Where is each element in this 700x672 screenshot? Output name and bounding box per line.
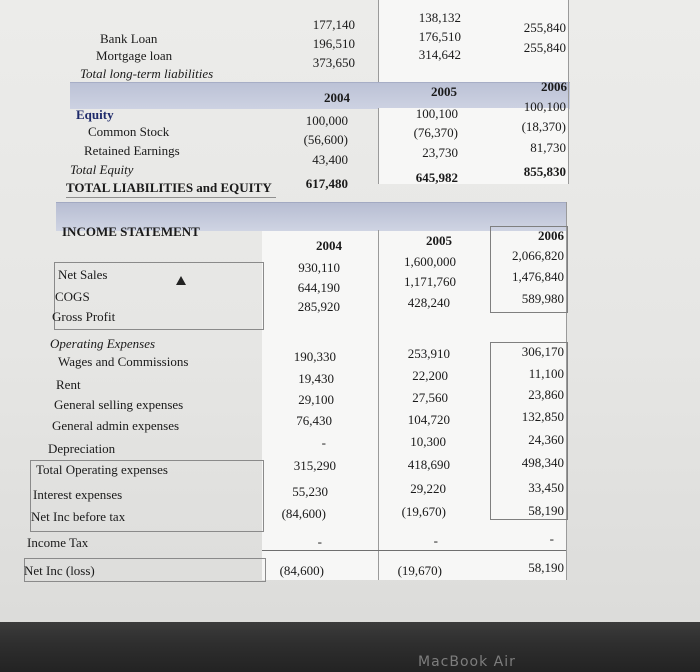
cell-depreciation-2004[interactable]: - [321, 435, 326, 450]
cell-rent-2004[interactable]: 19,430 [298, 371, 334, 386]
cell-interest-2005[interactable]: 29,220 [410, 481, 446, 496]
cell-tax-2005[interactable]: - [433, 533, 438, 548]
cell-cogs-2005[interactable]: 1,171,760 [404, 274, 456, 289]
cell-wages-2004[interactable]: 190,330 [293, 349, 336, 364]
row-label-total-opex: Total Operating expenses [36, 462, 168, 477]
cell-total-lt-2004[interactable]: 373,650 [312, 55, 355, 70]
laptop-brand-label: MacBook Air [418, 654, 516, 670]
column-divider [568, 0, 569, 82]
cell-gross-profit-2005[interactable]: 428,240 [407, 295, 450, 310]
row-label-depreciation: Depreciation [48, 441, 116, 456]
cell-total-lt-2005[interactable]: 314,642 [418, 47, 461, 62]
cell-retained-earnings-2005[interactable]: (76,370) [413, 125, 458, 140]
cell-mortgage-loan-2005[interactable]: 176,510 [418, 29, 461, 44]
year-header-2005: 2005 [431, 84, 457, 99]
cell-tax-2006[interactable]: - [549, 531, 554, 546]
cell-total-opex-2004[interactable]: 315,290 [293, 458, 336, 473]
cell-gross-profit-2006[interactable]: 589,980 [521, 291, 564, 306]
cell-interest-2004[interactable]: 55,230 [292, 484, 328, 499]
cell-tax-2004[interactable]: - [317, 534, 322, 549]
row-label-total-lt-liabilities: Total long-term liabilities [80, 66, 214, 81]
equity-heading: Equity [76, 107, 114, 122]
cell-cogs-2004[interactable]: 644,190 [297, 280, 340, 295]
cell-total-equity-2006[interactable]: 81,730 [530, 140, 566, 155]
row-label-cogs: COGS [55, 289, 90, 304]
column-divider [568, 82, 569, 184]
cell-interest-2006[interactable]: 33,450 [528, 480, 564, 495]
cell-bank-loan-2006[interactable]: 255,840 [523, 20, 566, 35]
cell-selling-2005[interactable]: 27,560 [412, 390, 448, 405]
row-label-retained-earnings: Retained Earnings [84, 143, 180, 158]
cell-net-sales-2006[interactable]: 2,066,820 [512, 248, 564, 263]
value-box-2006-mid [490, 342, 568, 520]
year-header-2004: 2004 [324, 90, 350, 105]
row-label-common-stock: Common Stock [88, 124, 170, 139]
cell-retained-earnings-2004[interactable]: (56,600) [303, 132, 348, 147]
is-year-header-2005: 2005 [426, 233, 452, 248]
cell-total-opex-2006[interactable]: 498,340 [521, 455, 564, 470]
cell-common-stock-2004[interactable]: 100,000 [305, 113, 348, 128]
cell-mortgage-loan-2006[interactable]: 255,840 [523, 40, 566, 55]
row-label-interest: Interest expenses [33, 487, 123, 502]
cell-admin-2006[interactable]: 132,850 [521, 409, 564, 424]
cell-ebt-2005[interactable]: (19,670) [401, 504, 446, 519]
cell-total-opex-2005[interactable]: 418,690 [407, 457, 450, 472]
cell-selling-2006[interactable]: 23,860 [528, 387, 564, 402]
row-label-total-liab-equity: TOTAL LIABILITIES and EQUITY [66, 180, 272, 195]
mouse-cursor-icon [176, 276, 186, 285]
cell-net-income-2006[interactable]: 58,190 [528, 560, 564, 575]
cell-common-stock-2006[interactable]: 100,100 [523, 99, 566, 114]
row-label-bank-loan: Bank Loan [100, 31, 158, 46]
tax-separator [262, 550, 566, 551]
cell-admin-2004[interactable]: 76,430 [296, 413, 332, 428]
row-label-tax: Income Tax [27, 535, 89, 550]
column-divider [378, 108, 379, 184]
total-underline [66, 197, 276, 198]
income-statement-title: INCOME STATEMENT [62, 224, 200, 239]
cell-total-equity-2005[interactable]: 23,730 [422, 145, 458, 160]
row-label-net-sales: Net Sales [58, 267, 108, 282]
row-label-wages: Wages and Commissions [58, 354, 189, 369]
row-label-rent: Rent [56, 377, 81, 392]
cell-net-income-2005[interactable]: (19,670) [397, 563, 442, 578]
row-label-gross-profit: Gross Profit [52, 309, 116, 324]
cell-common-stock-2005[interactable]: 100,100 [415, 106, 458, 121]
laptop-bezel [0, 622, 700, 672]
row-label-ebt: Net Inc before tax [31, 509, 126, 524]
cell-net-sales-2005[interactable]: 1,600,000 [404, 254, 456, 269]
cell-admin-2005[interactable]: 104,720 [407, 412, 450, 427]
cell-total-liab-equity-2005[interactable]: 645,982 [415, 170, 458, 185]
cell-bank-loan-2005[interactable]: 138,132 [418, 10, 461, 25]
column-divider [378, 230, 379, 580]
cell-depreciation-2005[interactable]: 10,300 [410, 434, 446, 449]
column-divider [378, 0, 379, 82]
cell-total-liab-equity-2006[interactable]: 855,830 [523, 164, 566, 179]
value-box-2006-top [490, 226, 568, 313]
row-label-net-income: Net Inc (loss) [24, 563, 95, 578]
cell-mortgage-loan-2004[interactable]: 196,510 [312, 36, 355, 51]
cell-rent-2006[interactable]: 11,100 [528, 366, 564, 381]
year-header-2006: 2006 [541, 79, 567, 94]
cell-net-sales-2004[interactable]: 930,110 [298, 260, 340, 275]
cell-total-equity-2004[interactable]: 43,400 [312, 152, 348, 167]
cell-wages-2006[interactable]: 306,170 [521, 344, 564, 359]
row-label-total-equity: Total Equity [70, 162, 134, 177]
row-label-admin: General admin expenses [52, 418, 180, 433]
cell-rent-2005[interactable]: 22,200 [412, 368, 448, 383]
cell-bank-loan-2004[interactable]: 177,140 [312, 17, 355, 32]
cell-ebt-2006[interactable]: 58,190 [528, 503, 564, 518]
cell-cogs-2006[interactable]: 1,476,840 [512, 269, 564, 284]
row-label-mortgage-loan: Mortgage loan [96, 48, 173, 63]
cell-wages-2005[interactable]: 253,910 [407, 346, 450, 361]
row-label-selling: General selling expenses [54, 397, 184, 412]
cell-net-income-2004[interactable]: (84,600) [279, 563, 324, 578]
is-year-header-2006: 2006 [538, 228, 564, 243]
is-year-header-2004: 2004 [316, 238, 342, 253]
cell-total-liab-equity-2004[interactable]: 617,480 [305, 176, 348, 191]
cell-gross-profit-2004[interactable]: 285,920 [297, 299, 340, 314]
row-label-opex-heading: Operating Expenses [50, 336, 156, 351]
cell-ebt-2004[interactable]: (84,600) [281, 506, 326, 521]
cell-retained-earnings-2006[interactable]: (18,370) [521, 119, 566, 134]
cell-selling-2004[interactable]: 29,100 [298, 392, 334, 407]
cell-depreciation-2006[interactable]: 24,360 [528, 432, 564, 447]
